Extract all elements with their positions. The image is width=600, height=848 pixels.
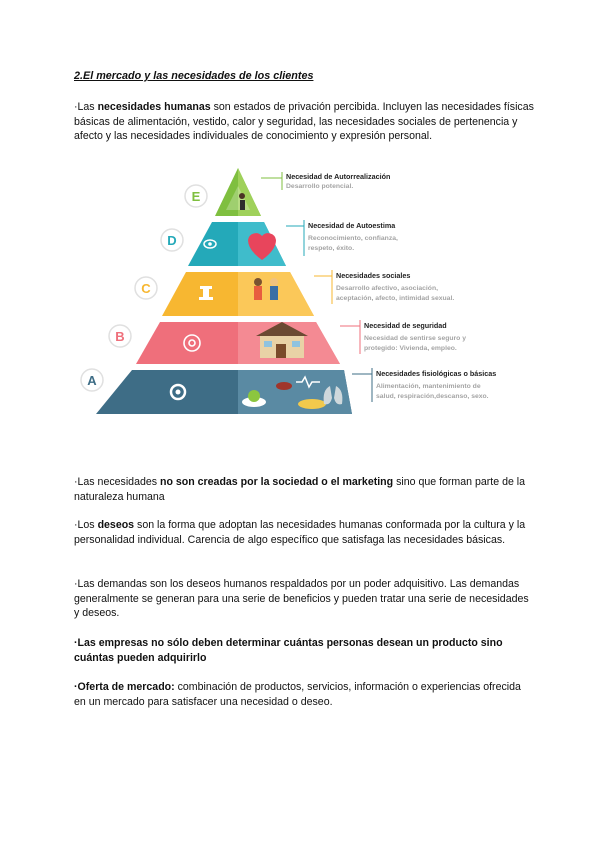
level-d-title: Necesidad de Autoestima <box>308 221 396 230</box>
level-e-desc: Desarrollo potencial. <box>286 183 354 190</box>
letter-d: D <box>167 233 177 248</box>
person-icon <box>239 193 245 199</box>
p3-prefix: ·Los <box>74 519 98 531</box>
p2-rest: sino que forman parte de la naturaleza humana <box>74 476 526 503</box>
level-b-desc-1: Necesidad de sentirse seguro y <box>364 335 466 342</box>
p3-rest: son la forma que adoptan las necesidades humanas conformada por la cultura y la personalidad individual. Carencia de algo específico que satisfaga las necesidades básicas. <box>74 519 526 546</box>
rank-icon <box>200 286 212 289</box>
p6-rest: combinación de productos, servicios, información o experiencias ofrecida en un mercado para satisfacer una necesidad o deseo. <box>74 681 521 708</box>
level-b-title: Necesidad de seguridad <box>364 321 447 330</box>
level-c-desc-1: Desarrollo afectivo, asociación, <box>336 285 438 292</box>
level-d-desc-1: Reconocimiento, confianza, <box>308 235 398 242</box>
pyramid-level-c <box>135 270 454 316</box>
pyramid-level-d <box>161 220 398 266</box>
level-a-title: Necesidades fisiológicas o básicas <box>376 369 497 378</box>
bread-icon <box>298 399 326 409</box>
paragraph-demandas: ·Las demandas son los deseos humanos respaldados por un poder adquisitivo. Las demandas generalmente se generan para una serie de beneficios y pueden tratar una serie de necesidades y deseos. <box>74 578 529 620</box>
paragraph-no-creadas <box>74 475 534 504</box>
paragraph-necesidades <box>74 100 534 144</box>
level-d-desc-2: respeto, éxito. <box>308 245 355 252</box>
p1-prefix: ·Las <box>74 101 98 113</box>
level-c-desc-2: aceptación, afecto, intimidad sexual. <box>336 295 455 302</box>
letter-b: B <box>115 329 125 344</box>
letter-a: A <box>87 373 97 388</box>
level-e-title: Necesidad de Autorrealización <box>286 172 391 181</box>
section-title: 2.El mercado y las necesidades de los clientes <box>74 70 314 82</box>
p2-prefix: ·Las necesidades <box>74 476 160 488</box>
people-icon <box>254 278 262 286</box>
paragraph-deseos <box>74 518 534 547</box>
p2-bold: no son creadas por la sociedad o el marketing <box>159 476 394 488</box>
letter-e: E <box>191 189 201 204</box>
level-c-title: Necesidades sociales <box>336 271 411 280</box>
p3-bold: deseos <box>97 519 135 531</box>
level-a-desc-2: salud, respiración,descanso, sexo. <box>376 393 489 400</box>
level-a-desc-1: Alimentación, mantenimiento de <box>376 383 481 390</box>
p1-rest: son estados de privación percibida. Incluyen las necesidades físicas básicas de alimentación, vestido, calor y seguridad, las necesidades sociales de pertenencia y afecto y las necesidades individuales de conocimiento y expresión personal. <box>74 101 534 143</box>
p1-bold: necesidades humanas <box>97 101 211 113</box>
pyramid-level-b <box>109 320 466 364</box>
p6-bold: ·Oferta de mercado: <box>74 681 175 693</box>
letter-c: C <box>141 281 151 296</box>
meat-icon <box>276 382 292 390</box>
pyramid-level-a <box>81 368 496 414</box>
level-b-desc-2: protegido: Vivienda, empleo. <box>364 345 457 352</box>
paragraph-oferta <box>74 680 534 709</box>
maslow-pyramid-figure <box>72 160 532 422</box>
pyramid-level-e <box>185 168 390 216</box>
paragraph-empresas: ·Las empresas no sólo deben determinar cuántas personas desean un producto sino cuántas pueden adquirirlo <box>74 637 503 664</box>
